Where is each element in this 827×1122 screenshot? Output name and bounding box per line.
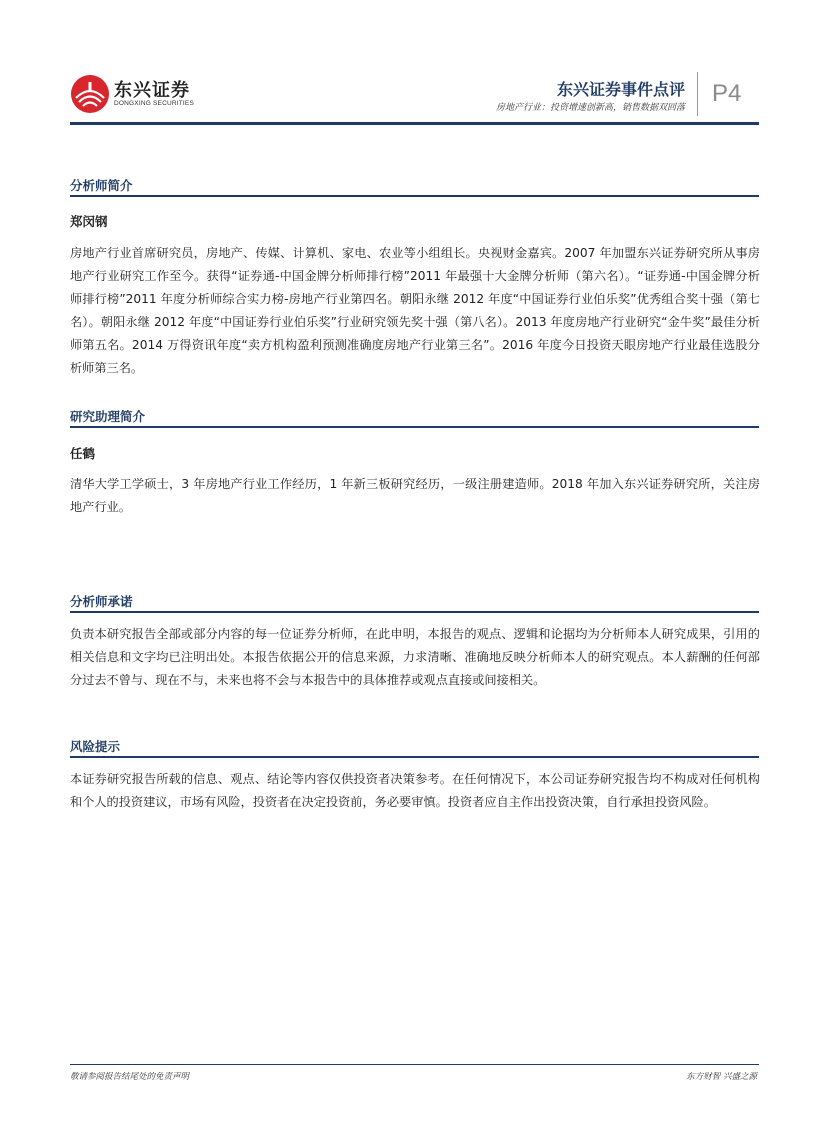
section-rule bbox=[70, 426, 759, 428]
risk-text: 本证券研究报告所载的信息、观点、结论等内容仅供投资者决策参考。在任何情况下，本公司证券研究报告均不构成对任何机构和个人的投资建议，市场有风险，投资者在决定投资前，务必要审慎。投资者应自主作出投资决策，自行承担投资风险。 bbox=[70, 772, 760, 809]
section-rule bbox=[70, 195, 759, 197]
commitment-section-title: 分析师承诺 bbox=[70, 594, 133, 609]
analyst-name: 郑闵钢 bbox=[70, 214, 108, 229]
assistant-section-title: 研究助理简介 bbox=[70, 409, 146, 424]
header-rule bbox=[70, 122, 759, 125]
analyst-bio: 房地产行业首席研究员，房地产、传媒、计算机、家电、农业等小组组长。央视财金嘉宾。2007 年加盟东兴证券研究所从事房地产行业研究工作至今。获得“证券通-中国金牌分析师排行榜”2011 年最强十大金牌分析师（第六名）。“证券通-中国金牌分析师排行榜”2011 年度分析师综合实力榜-房地产行业第四名。朝阳永继 2012 年度“中国证券行业伯乐奖”优秀组合奖十强（第七名）。朝阳永继 2012 年度“中国证券行业伯乐奖”行业研究领先奖十强（第八名）。2013 年度房地产行业研究“金牛奖”最佳分析师第五名。2014 万得资讯年度“卖方机构盈利预测准确度房地产行业第三名”。2016 年度今日投资天眼房地产行业最佳选股分析师第三名。 bbox=[70, 246, 760, 375]
logo-text-en: DONGXING SECURITIES bbox=[114, 100, 195, 107]
footer-rule bbox=[70, 1064, 759, 1065]
dongxing-logo-icon bbox=[70, 74, 110, 114]
section-rule bbox=[70, 756, 759, 758]
assistant-name: 任鹤 bbox=[70, 446, 96, 461]
assistant-bio: 清华大学工学硕士，3 年房地产行业工作经历，1 年新三板研究经历，一级注册建造师。2018 年加入东兴证券研究所，关注房地产行业。 bbox=[70, 477, 760, 514]
analyst-section-title: 分析师简介 bbox=[70, 178, 133, 193]
header-divider bbox=[697, 72, 698, 116]
footer-disclaimer-note: 敬请参阅报告结尾处的免责声明 bbox=[70, 1072, 190, 1082]
commitment-text: 负责本研究报告全部或部分内容的每一位证券分析师，在此申明，本报告的观点、逻辑和论据均为分析师本人研究成果，引用的相关信息和文字均已注明出处。本报告依据公开的信息来源，力求清晰、准确地反映分析师本人的研究观点。本人薪酬的任何部分过去不曾与、现在不与，未来也将不会与本报告中的具体推荐或观点直接或间接相关。 bbox=[70, 627, 760, 687]
logo-text-cn: 东兴证券 bbox=[114, 80, 190, 101]
footer-slogan: 东方财智 兴盛之源 bbox=[686, 1072, 757, 1082]
section-rule bbox=[70, 611, 759, 613]
report-type-title: 东兴证券事件点评 bbox=[556, 80, 685, 99]
page-number: P4 bbox=[712, 80, 742, 107]
risk-section-title: 风险提示 bbox=[70, 739, 121, 754]
report-subtitle: 房地产行业：投资增速创新高，销售数据双回落 bbox=[495, 103, 685, 113]
